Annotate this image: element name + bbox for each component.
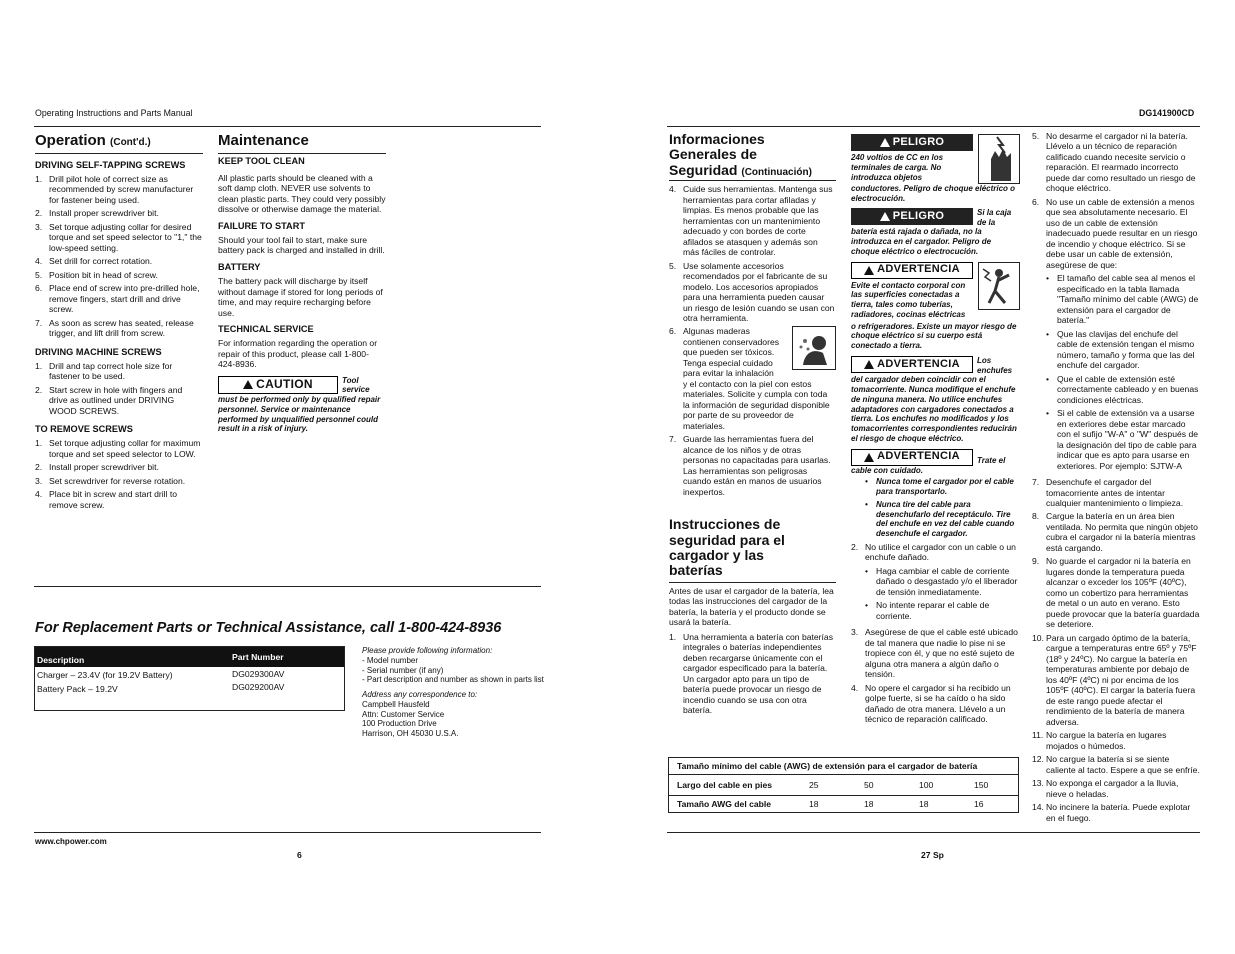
list-item-text: Desenchufe el cargador del tomacorriente antes de intentar cualquier mantenimiento o limpieza. xyxy=(1046,477,1184,508)
list-item-number: 1. xyxy=(35,360,43,371)
list-item xyxy=(669,184,836,257)
list-item xyxy=(1032,477,1200,508)
list-item-number: 12. xyxy=(1032,754,1044,765)
list-item-text: Drill pilot hole of correct size as recommended by screw manufacturer for fastener being used. xyxy=(49,173,194,205)
parts-table xyxy=(34,646,345,711)
sub-list-item xyxy=(865,600,1021,621)
list-item-number: 5. xyxy=(1032,131,1040,141)
failure-heading: FAILURE TO START xyxy=(218,220,305,231)
sp1-item6-number: 6. xyxy=(669,326,677,337)
sub-list-item-text: • Si el cable de extensión va a usarse en exteriores debe estar marcado con el sufijo "W-A" o "W" después de la designación del tipo de cable para indicar que es apto para usarse en exteriores. Por ejemplo: SJTW-A xyxy=(1057,408,1199,471)
list-item-number: 1. xyxy=(35,173,43,184)
list-item-text: Set torque adjusting collar for desired torque and set speed selector to "1," the low-speed setting. xyxy=(49,221,202,253)
list-item xyxy=(35,318,203,339)
list-item xyxy=(35,462,203,472)
list-item-number: 6. xyxy=(1032,196,1040,207)
awg-row-length-label: Largo del cable en pies xyxy=(677,779,773,790)
list-item-text: Cuide sus herramientas. Mantenga sus herramientas para cortar afiladas y limpias. Es menos probable que las herramientas con un mantenimiento adecuado y con bordes de corte afilados se atasquen y además son más fáciles de controlar. xyxy=(683,184,833,258)
info-line: Campbell Hausfeld xyxy=(362,699,430,709)
page-number-left: 6 xyxy=(297,850,302,860)
operation-section xyxy=(35,133,203,513)
caution-text: must be performed only by qualified repair personnel. Service or maintenance performed by unqualified personnel could result in a risk of injury. xyxy=(218,395,381,434)
caution-side: Tool service xyxy=(342,375,370,395)
list-item xyxy=(35,208,203,218)
info-line: Attn: Customer Service xyxy=(362,709,445,719)
model-number: DG141900CD xyxy=(1139,108,1195,118)
list-item-number: 3. xyxy=(35,221,43,232)
caution-label xyxy=(218,376,338,394)
sub-list-item-text: • El tamaño del cable sea al menos el especificado en la tabla llamada "Tamaño mínimo del cable (AWG) de extensión para el cargador de batería." xyxy=(1057,273,1199,326)
awg-len-3: 150 xyxy=(974,779,989,790)
warning-triangle-icon xyxy=(243,380,253,389)
cable-care-list xyxy=(865,477,1021,539)
info-line: Harrison, OH 45030 U.S.A. xyxy=(362,729,459,738)
footer-rule xyxy=(34,832,541,833)
sp1-item1-number: 1. xyxy=(669,631,677,642)
sp-intro: Antes de usar el cargador de la batería, lea todas las instrucciones del cargador de la batería, la batería y el producto donde se usará la batería. xyxy=(669,585,834,628)
list-item xyxy=(1032,778,1200,799)
advertencia-label-1-text: ADVERTENCIA xyxy=(877,263,960,276)
list-item-number: 4. xyxy=(669,184,677,195)
manual-title: Operating Instructions and Parts Manual xyxy=(35,108,193,118)
failure-text: Should your tool fail to start, make sure battery pack is charged and installed in drill. xyxy=(218,234,385,256)
sp1-item1 xyxy=(669,632,836,716)
self-tapping-heading: DRIVING SELF-TAPPING SCREWS xyxy=(35,159,186,170)
info-line: - Model number xyxy=(362,655,419,665)
warning-triangle-icon xyxy=(880,138,890,147)
list-item-text: Position bit in head of screw. xyxy=(49,269,158,280)
footer-rule-right xyxy=(667,832,1200,833)
machine-heading: DRIVING MACHINE SCREWS xyxy=(35,346,162,357)
warning-triangle-icon xyxy=(864,360,874,369)
list-item-text: Install proper screwdriver bit. xyxy=(49,208,159,219)
peligro-label-2-text: PELIGRO xyxy=(892,209,945,222)
list-item-number: 10. xyxy=(1032,632,1044,643)
advertencia-side-2: Los enchufes xyxy=(977,355,1013,375)
remove-heading: TO REMOVE SCREWS xyxy=(35,424,133,435)
list-item-number: 14. xyxy=(1032,802,1044,813)
list-item-number: 3. xyxy=(851,627,859,638)
list-item-text: No incinere la batería. Puede explotar en el fuego. xyxy=(1046,802,1191,823)
awg-len-0: 25 xyxy=(809,779,819,790)
sub-list-item-text: • No intente reparar el cable de corriente. xyxy=(876,600,990,621)
replacement-call: For Replacement Parts or Technical Assistance, call 1-800-424-8936 xyxy=(35,620,502,636)
maintenance-section xyxy=(218,133,386,436)
list-item-text: Asegúrese de que el cable esté ubicado de tal manera que nadie lo pise ni se tropiece con él, y que no esté sujeto de alguna otra manera a algún daño o tensión. xyxy=(865,627,1018,680)
sp1-item6-rest: y el contacto con la piel con estos materiales. Solicite y cumpla con toda la información de seguridad disponible por parte de su proveedor de materiales. xyxy=(683,378,830,431)
awg-row-size-label: Tamaño AWG del cable xyxy=(677,799,772,810)
list-item-number: 4. xyxy=(851,682,859,693)
list-item xyxy=(669,261,836,324)
technical-heading: TECHNICAL SERVICE xyxy=(218,324,314,334)
awg-row-length xyxy=(669,775,1018,795)
awg-size-0: 18 xyxy=(809,799,819,810)
sp1-item7-text: Guarde las herramientas fuera del alcance de los niños y de otras personas no capacitadas para usarlas. Las herramientas son peligrosas cuando están en manos de usuarios inexpertos. xyxy=(683,434,831,497)
awg-len-2: 100 xyxy=(919,779,934,790)
list-item-text: No cargue la batería en lugares mojados o húmedos. xyxy=(1046,730,1167,751)
peligro-label-1 xyxy=(851,134,973,151)
sp3-list xyxy=(1032,131,1200,823)
list-item-text: Set torque adjusting collar for maximum torque and set speed selector to LOW. xyxy=(49,438,201,459)
list-item-number: 9. xyxy=(1032,556,1040,567)
sub-list-item xyxy=(1046,374,1200,405)
sp1-item7 xyxy=(669,434,836,497)
sub-list-item-text: • Haga cambiar el cable de corriente dañado o desgastado y/o el liberador de tensión inmediatamente. xyxy=(876,565,1018,597)
sp1-item6-top: Algunas maderas contienen conservadores que pueden ser tóxicos. Tenga especial cuidado para evitar la inhalación xyxy=(683,326,780,379)
cable-care-text: • Nunca tire del cable para desenchufarlo del receptáculo. Tire del enchufe en vez del cable cuando desenchufe el cargador. xyxy=(876,499,1015,538)
list-item-number: 5. xyxy=(35,269,43,280)
keep-clean-text: All plastic parts should be cleaned with a soft damp cloth. NEVER use solvents to clean plastic parts. They could very possibly dissolve or otherwise damage the material. xyxy=(218,172,386,215)
list-item xyxy=(851,683,1021,725)
sub-list-item-text: • Que el cable de extensión esté correctamente cableado y en buenas condiciones eléctricas. xyxy=(1057,373,1199,405)
list-item xyxy=(35,438,203,459)
list-item-number: 3. xyxy=(35,475,43,486)
list-item xyxy=(1032,131,1200,194)
list-item xyxy=(1032,633,1200,727)
remove-list xyxy=(35,438,203,510)
advertencia-text-2: del cargador deben coincidir con el tomacorriente. Nunca modifique el enchufe de ninguna manera. No utilice enchufes adaptadores con cargadores conectados a tierra. Los enchufes no modificados y los tomacorrientes correspondientes reducirán el riesgo de choque eléctrico. xyxy=(851,375,1017,443)
technical-text: For information regarding the operation or repair of this product, please call 1-800-424-8936. xyxy=(218,338,378,370)
advertencia-side-3: Trate el xyxy=(977,455,1006,465)
list-item-number: 7. xyxy=(1032,477,1040,488)
sp1-item6 xyxy=(669,326,836,431)
part-description: Battery Pack – 19.2V xyxy=(37,683,118,694)
list-item-text: No desarme el cargador ni la batería. Llévelo a un técnico de reparación calificado cuando necesite servicio o reparación. El rearmado incorrecto puede dar como resultado un riesgo de choque eléctrico. xyxy=(1046,131,1196,194)
list-item-number: 2. xyxy=(35,208,43,219)
sub-list-item xyxy=(865,566,1021,597)
info-block xyxy=(362,646,552,739)
self-tapping-list xyxy=(35,174,203,339)
advertencia-label-1 xyxy=(851,262,973,279)
list-item-number: 2. xyxy=(35,462,43,473)
list-item xyxy=(851,627,1021,679)
awg-size-1: 18 xyxy=(864,799,874,810)
maintenance-title: Maintenance xyxy=(218,132,309,149)
sub-list-item xyxy=(1046,273,1200,325)
part-description: Charger – 23.4V (for 19.2V Battery) xyxy=(37,670,173,681)
page-number-right: 27 Sp xyxy=(921,850,944,860)
list-item xyxy=(35,476,203,486)
list-item-number: 13. xyxy=(1032,778,1044,789)
list-item-text: No use un cable de extensión a menos que sea absolutamente necesario. El uso de un cable de extensión inadecuado puede resultar en un riesgo de incendio y choque eléctrico. Si se debe usar un cable de extensión, asegúrese de que: xyxy=(1046,196,1198,270)
list-item xyxy=(1032,802,1200,823)
table-row xyxy=(35,681,344,694)
awg-len-1: 50 xyxy=(864,779,874,790)
list-item-text: No opere el cargador si ha recibido un golpe fuerte, si se ha caído o ha sido dañado de otra manera. Llévelo a un técnico de reparación calificado. xyxy=(865,682,1011,725)
sp2-list xyxy=(851,542,1021,725)
operation-title-cont: (Cont'd.) xyxy=(110,137,151,148)
advertencia-label-3 xyxy=(851,449,973,466)
info-line: - Part description and number as shown in parts list xyxy=(362,675,544,685)
list-item-text: No exponga el cargador a la lluvia, nieve o heladas. xyxy=(1046,778,1179,799)
machine-list xyxy=(35,361,203,416)
advertencia-text-3: cable con cuidado. xyxy=(851,465,924,475)
addr-heading: Address any correspondence to: xyxy=(362,690,478,699)
list-item-number: 8. xyxy=(1032,511,1040,522)
sp-title-b: Instrucciones de seguridad para el cargador y las baterías xyxy=(669,516,785,579)
list-item xyxy=(35,270,203,280)
awg-table xyxy=(668,757,1019,813)
advertencia-label-3-text: ADVERTENCIA xyxy=(877,450,960,463)
electric-shock-person-icon xyxy=(978,262,1020,310)
list-item-number: 5. xyxy=(669,260,677,271)
operation-title-text: Operation xyxy=(35,132,106,149)
list-item-number: 4. xyxy=(35,489,43,500)
list-item-text: No utilice el cargador con un cable o un enchufe dañado. xyxy=(865,541,1016,563)
cable-care-text: • Nunca tome el cargador por el cable para transportarlo. xyxy=(876,477,1014,496)
list-item xyxy=(1032,730,1200,751)
sp-col2 xyxy=(851,134,1021,728)
part-number: DG029200AV xyxy=(232,682,285,693)
sp-title xyxy=(669,132,836,178)
list-item xyxy=(1032,754,1200,775)
list-item xyxy=(1032,197,1200,474)
parts-col-description: Description xyxy=(37,655,85,665)
list-item-text: Place bit in screw and start drill to remove screw. xyxy=(49,489,178,510)
sp1-item1-text: Una herramienta a batería con baterías integrales o baterías independientes deben recargarse únicamente con el cargador especificado para la batería. Un cargador apto para un tipo de batería puede provocar un riesgo de incendio cuando se usa con otra batería. xyxy=(683,631,834,716)
awg-size-2: 18 xyxy=(919,799,929,810)
peligro-label-2 xyxy=(851,208,973,225)
sp-col3 xyxy=(1032,131,1200,826)
list-item xyxy=(35,283,203,314)
list-item-number: 11. xyxy=(1032,730,1044,741)
info-line: - Serial number (if any) xyxy=(362,665,444,675)
list-item-text: Place end of screw into pre-drilled hole, remove fingers, start drill and drive screw. xyxy=(49,283,200,315)
list-item-number: 2. xyxy=(35,384,43,395)
list-item xyxy=(35,174,203,205)
awg-size-3: 16 xyxy=(974,799,984,810)
list-item-text: Cargue la batería en un área bien ventilada. No permita que ningún objeto cubra el cargador ni la batería mientras está cargando. xyxy=(1046,511,1198,553)
list-item-text: Set drill for correct rotation. xyxy=(49,256,153,267)
list-item xyxy=(35,385,203,416)
list-item-text: No guarde el cargador ni la batería en lugares donde la temperatura pueda alcanzar o exceder los 105ºF (40ºC), como un cobertizo para herramientas de metal o un auto en verano. Esto puede provocar que la batería guardada se deteriore. xyxy=(1046,556,1200,630)
list-item-text: No cargue la batería si se siente caliente al tacto. Espere a que se enfríe. xyxy=(1046,754,1200,775)
awg-row-size xyxy=(669,795,1018,813)
cable-care-item xyxy=(865,477,1021,497)
sub-list-item xyxy=(1046,329,1200,371)
advertencia-text-1b: o refrigeradores. Existe un mayor riesgo de choque eléctrico si su cuerpo está conectado a tierra. xyxy=(851,321,1017,350)
list-item-text: Install proper screwdriver bit. xyxy=(49,462,159,473)
peligro-side-2: Si la caja de la xyxy=(977,207,1012,227)
list-item xyxy=(851,542,1021,624)
cable-care-item xyxy=(865,500,1021,539)
battery-heading: BATTERY xyxy=(218,261,261,272)
part-number: DG029300AV xyxy=(232,668,285,679)
shock-hand-icon xyxy=(978,134,1020,184)
list-item-text: Start screw in hole with fingers and drive as outlined under DRIVING WOOD SCREWS. xyxy=(49,384,183,416)
peligro-text-1b: conductores. Peligro de choque eléctrico o electrocución. xyxy=(851,184,1016,203)
advertencia-text-1: Evite el contacto corporal con las superficies conectadas a tierra, tales como tuberías, radiadores, cocinas eléctricas xyxy=(851,280,966,319)
sub-list-item xyxy=(1046,408,1200,471)
warning-triangle-icon xyxy=(864,266,874,275)
list-item xyxy=(1032,556,1200,629)
peligro-label-1-text: PELIGRO xyxy=(892,135,945,148)
awg-title: Tamaño mínimo del cable (AWG) de extensión para el cargador de batería xyxy=(669,758,1018,775)
list-item-text: Use solamente accesorios recomendados por el fabricante de su modelo. Los accesorios apropiados para una herramienta pueden causar un riesgo de lesión cuando se usan con otra herramienta. xyxy=(683,260,835,323)
sp1-item7-number: 7. xyxy=(669,434,677,445)
parts-col-number: Part Number xyxy=(232,652,284,662)
list-item-text: Drill and tap correct hole size for fastener to be used. xyxy=(49,360,173,382)
sp-title-cont: (Continuación) xyxy=(741,166,812,178)
list-item-number: 4. xyxy=(35,256,43,267)
list-item xyxy=(35,489,203,510)
peligro-text-2: batería está rajada o dañada, no la introduzca en el cargador. Peligro de choque eléctrico o electrocución. xyxy=(851,227,992,256)
sp-col1 xyxy=(669,132,836,719)
info-heading: Please provide following information: xyxy=(362,646,493,655)
list-item-number: 2. xyxy=(851,541,859,552)
table-row xyxy=(35,667,344,680)
warning-triangle-icon xyxy=(880,212,890,221)
toxic-dust-icon xyxy=(792,326,836,370)
keep-clean-heading: KEEP TOOL CLEAN xyxy=(218,155,305,166)
sub-list-item-text: • Que las clavijas del enchufe del cable de extensión tengan el mismo número, tamaño y forma que las del enchufe del cargador. xyxy=(1057,328,1195,371)
advertencia-label-2-text: ADVERTENCIA xyxy=(877,357,960,370)
list-item xyxy=(35,222,203,253)
list-item-number: 7. xyxy=(35,317,43,328)
list-item-text: As soon as screw has seated, release trigger, and lift drill from screw. xyxy=(49,317,194,339)
list-item-text: Para un cargado óptimo de la batería, cargue a temperaturas entre 65º y 75ºF (18º y 24ºC). No cargue la batería en temperaturas ambiente por debajo de los 40ºF (4ºC) ni por encima de los 105ºF (40ºC). El cargar la batería fuera de este rango puede afectar el rendimiento de la batería de manera adversa. xyxy=(1046,632,1197,727)
list-item-number: 6. xyxy=(35,283,43,294)
header-rule-right xyxy=(667,126,1200,127)
header-rule xyxy=(34,126,541,127)
battery-text: The battery pack will discharge by itself without damage if stored for long periods of time, and may require recharging before use. xyxy=(218,276,383,318)
list-item xyxy=(35,361,203,382)
mid-rule xyxy=(34,586,541,587)
list-item-number: 1. xyxy=(35,438,43,449)
website: www.chpower.com xyxy=(35,837,107,846)
warning-triangle-icon xyxy=(864,453,874,462)
caution-label-text: CAUTION xyxy=(256,377,313,392)
operation-title xyxy=(35,133,203,150)
sp-title-line2: Seguridad xyxy=(669,161,738,178)
sp1-list xyxy=(669,184,836,323)
info-line: 100 Production Drive xyxy=(362,719,437,729)
list-item-text: Set screwdriver for reverse rotation. xyxy=(49,475,186,486)
list-item xyxy=(35,256,203,266)
peligro-text-1: 240 voltios de CC en los terminales de carga. No introduzca objetos xyxy=(851,153,944,182)
list-item xyxy=(1032,511,1200,553)
sp-title-line1: Informaciones Generales de xyxy=(669,131,765,163)
advertencia-label-2 xyxy=(851,356,973,373)
